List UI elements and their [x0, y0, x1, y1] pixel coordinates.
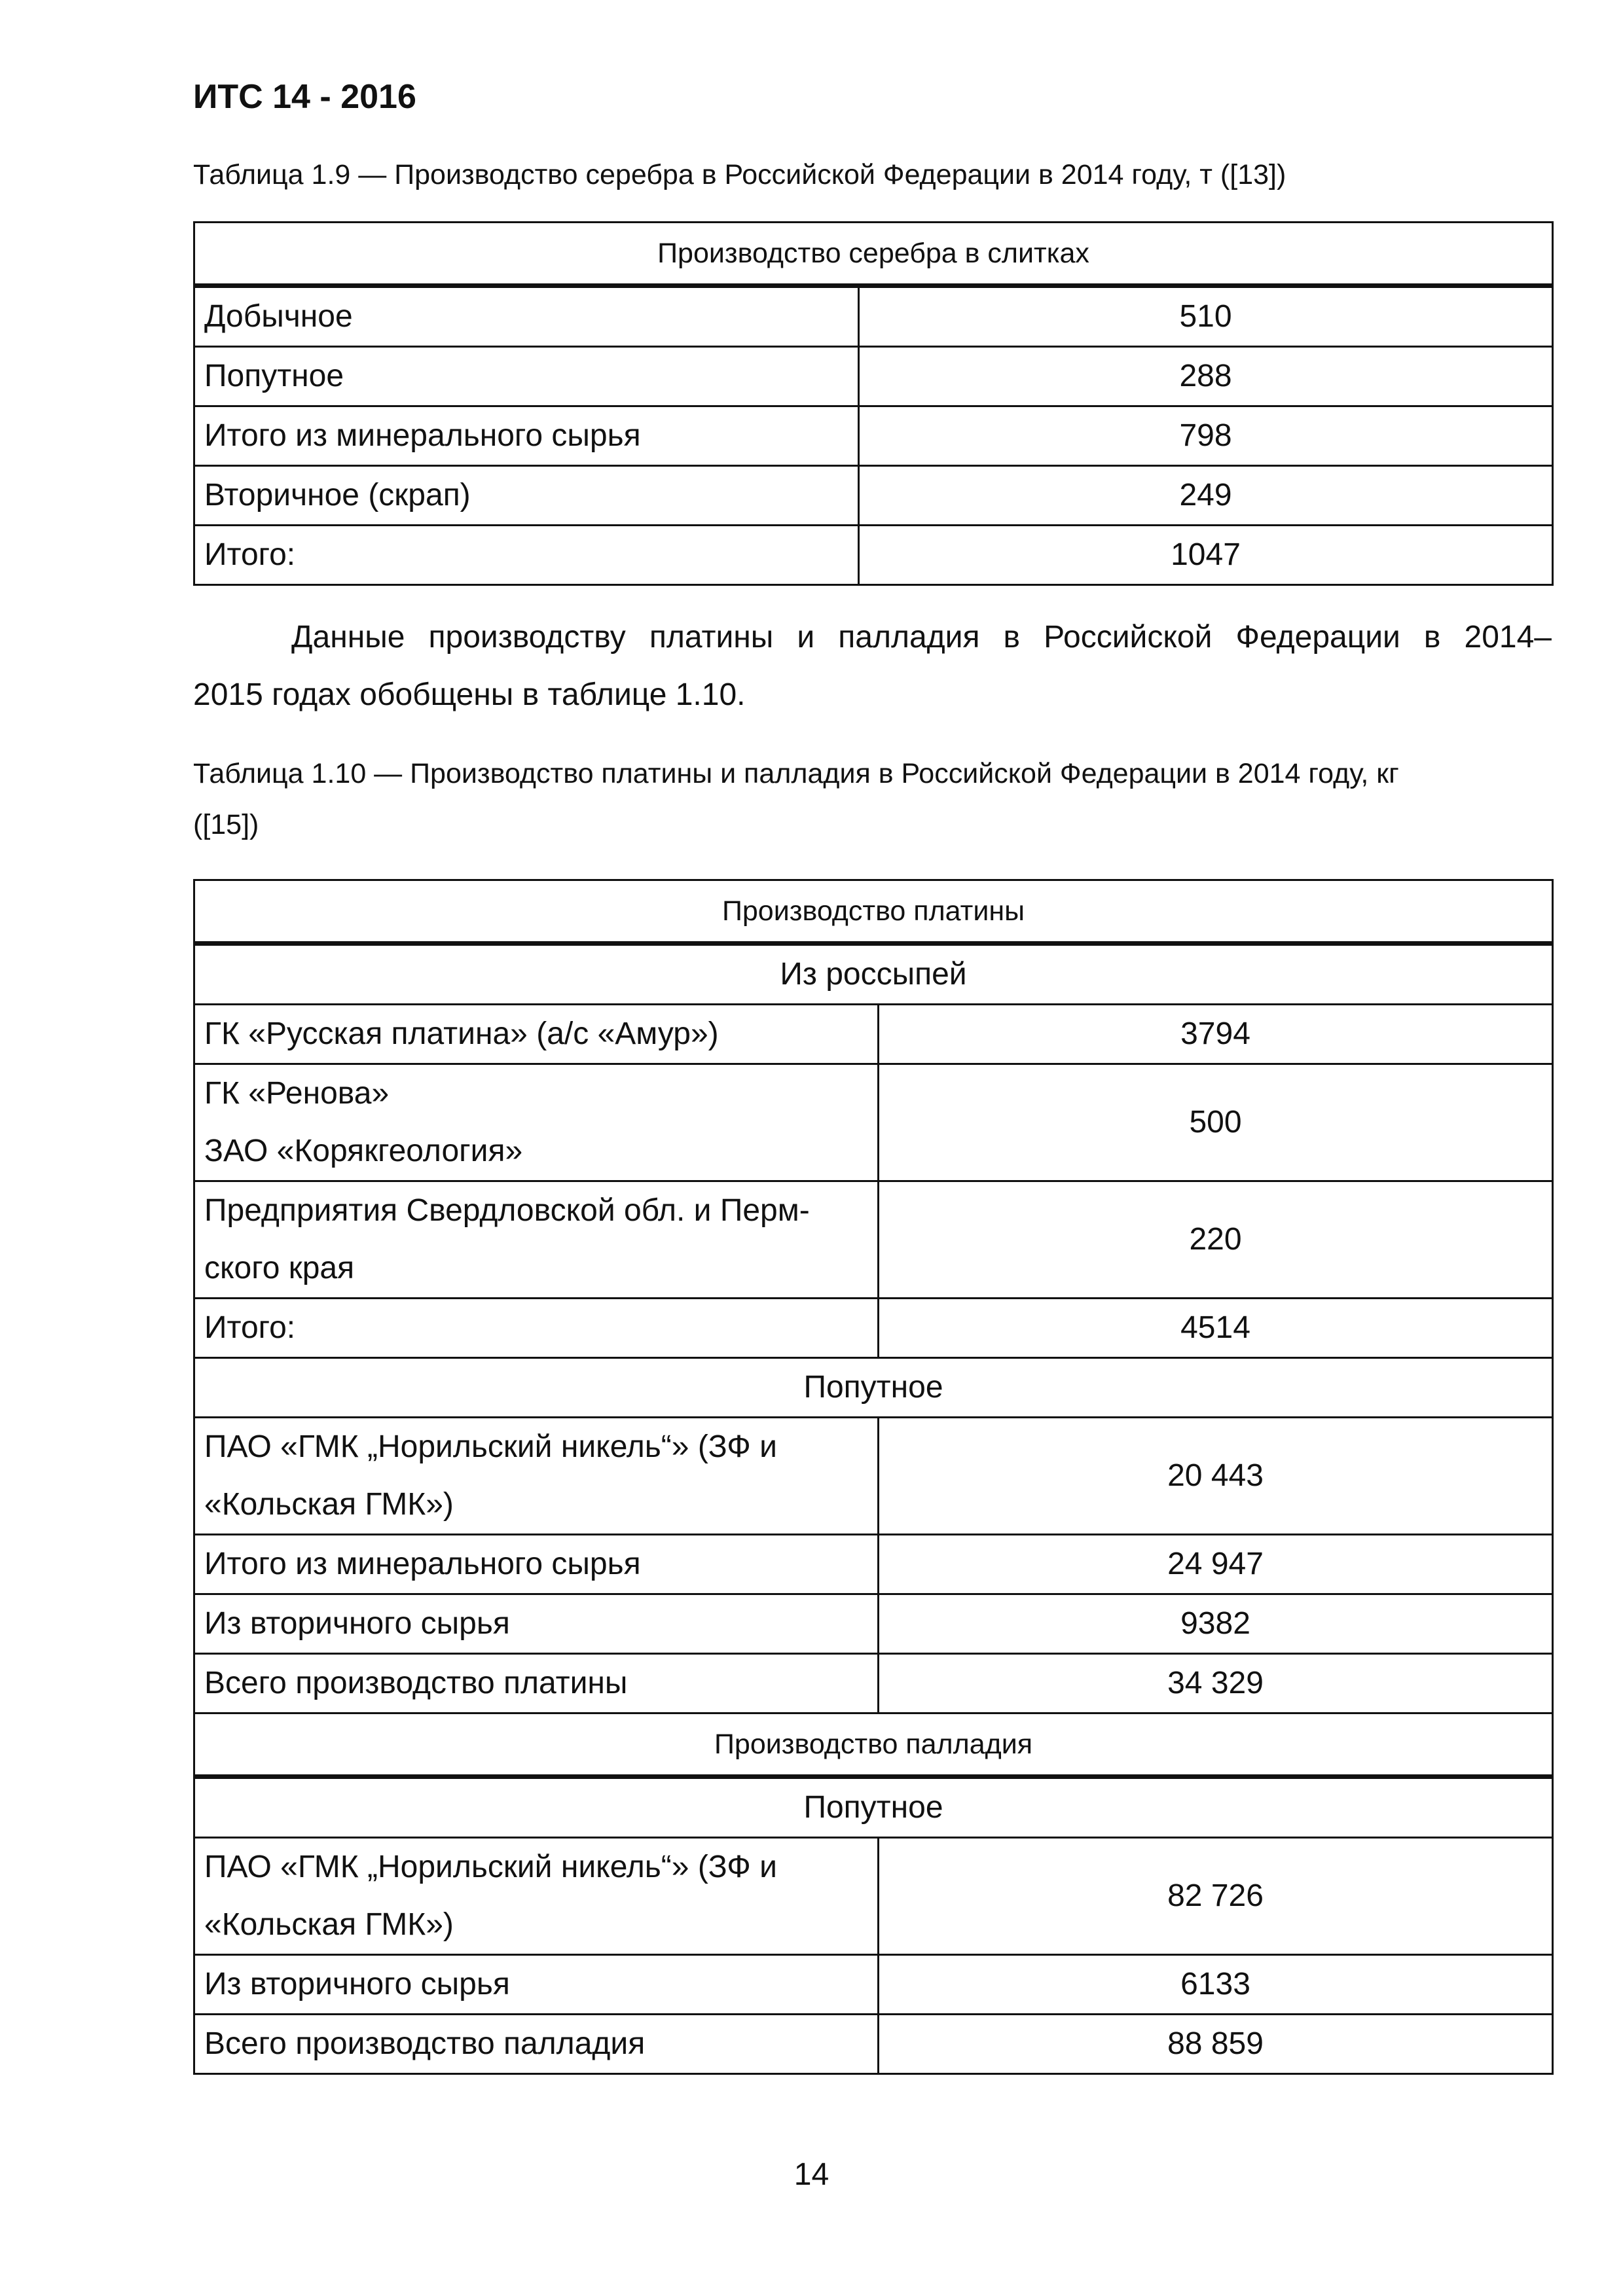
row-value: 34 329	[879, 1654, 1553, 1713]
silver-production-table	[193, 221, 1554, 586]
label-line: Из вторичного сырья	[204, 1606, 510, 1641]
row-value: 24 947	[879, 1535, 1553, 1594]
label-line: ского края	[204, 1251, 355, 1285]
palladium-byproduct-subheader: Попутное	[194, 1777, 1553, 1838]
table-row	[194, 1181, 1553, 1299]
table-row	[194, 1594, 1553, 1654]
row-value: 9382	[879, 1594, 1553, 1654]
byproduct-subheader: Попутное	[194, 1358, 1553, 1418]
paragraph-line: Данные производству платины и палладия в Российской Федерации в 2014–	[291, 620, 1552, 655]
table-row	[194, 2015, 1553, 2074]
label-line: ЗАО «Корякгеология»	[204, 1134, 523, 1168]
row-value: 6133	[879, 1955, 1553, 2015]
row-value: 249	[859, 466, 1553, 526]
label-line: «Кольская ГМК»)	[204, 1487, 454, 1522]
page-number: 14	[793, 2157, 830, 2192]
label-line: ПАО «ГМК „Норильский никель“» (ЗФ и	[204, 1850, 777, 1884]
paragraph-line: 2015 годах обобщены в таблице 1.10.	[193, 677, 746, 712]
row-label: Итого:	[194, 526, 859, 585]
row-label	[194, 1005, 879, 1064]
label-line: ПАО «ГМК „Норильский никель“» (ЗФ и	[204, 1429, 777, 1464]
table-row	[194, 286, 1553, 347]
label-line: ГК «Ренова»	[204, 1076, 390, 1111]
table-row	[194, 1299, 1553, 1358]
table-row	[194, 1418, 1553, 1535]
table-row	[194, 1535, 1553, 1594]
label-line: Итого:	[204, 1310, 296, 1345]
platinum-palladium-table	[193, 879, 1554, 2075]
row-label: Итого из минерального сырья	[194, 406, 859, 466]
row-label	[194, 1838, 879, 1955]
row-label	[194, 1535, 879, 1594]
table-row	[194, 347, 1553, 406]
row-value: 4514	[879, 1299, 1553, 1358]
label-line: «Кольская ГМК»)	[204, 1907, 454, 1942]
row-label	[194, 1654, 879, 1713]
table-row	[194, 466, 1553, 526]
row-value: 82 726	[879, 1838, 1553, 1955]
caption-line: ([15])	[193, 809, 259, 840]
table-1-10-caption	[193, 748, 1496, 850]
row-value: 20 443	[879, 1418, 1553, 1535]
table-row	[194, 1654, 1553, 1713]
label-line: Из вторичного сырья	[204, 1967, 510, 2001]
platinum-section-header: Производство платины	[194, 880, 1553, 944]
caption-line: Таблица 1.10 — Производство платины и палладия в Российской Федерации в 2014 году, кг	[193, 758, 1399, 789]
label-line: Итого из минерального сырья	[204, 1547, 641, 1581]
row-label	[194, 2015, 879, 2074]
row-label	[194, 1418, 879, 1535]
row-label: Попутное	[194, 347, 859, 406]
row-value: 798	[859, 406, 1553, 466]
label-line: Предприятия Свердловской обл. и Перм-	[204, 1193, 810, 1228]
table-1-9-caption: Таблица 1.9 — Производство серебра в Российской Федерации в 2014 году, т ([13])	[193, 159, 1286, 190]
row-value: 500	[879, 1064, 1553, 1181]
row-label	[194, 1064, 879, 1181]
table-row	[194, 1005, 1553, 1064]
silver-table-header: Производство серебра в слитках	[194, 223, 1553, 286]
table-row	[194, 1838, 1553, 1955]
row-label	[194, 1299, 879, 1358]
row-value: 510	[859, 286, 1553, 347]
row-value: 220	[879, 1181, 1553, 1299]
label-line: ГК «Русская платина» (а/с «Амур»)	[204, 1016, 719, 1051]
row-value: 1047	[859, 526, 1553, 585]
row-label: Вторичное (скрап)	[194, 466, 859, 526]
label-line: Всего производство платины	[204, 1666, 628, 1700]
table-row	[194, 526, 1553, 585]
palladium-section-header: Производство палладия	[194, 1713, 1553, 1777]
row-value: 88 859	[879, 2015, 1553, 2074]
document-id: ИТС 14 - 2016	[193, 78, 416, 116]
summary-paragraph	[193, 609, 1552, 724]
label-line: Всего производство палладия	[204, 2026, 646, 2061]
placer-subheader: Из россыпей	[194, 944, 1553, 1005]
table-row	[194, 406, 1553, 466]
row-label	[194, 1181, 879, 1299]
row-label: Добычное	[194, 286, 859, 347]
row-value: 3794	[879, 1005, 1553, 1064]
row-value: 288	[859, 347, 1553, 406]
table-row	[194, 1064, 1553, 1181]
row-label	[194, 1594, 879, 1654]
table-row	[194, 1955, 1553, 2015]
row-label	[194, 1955, 879, 2015]
